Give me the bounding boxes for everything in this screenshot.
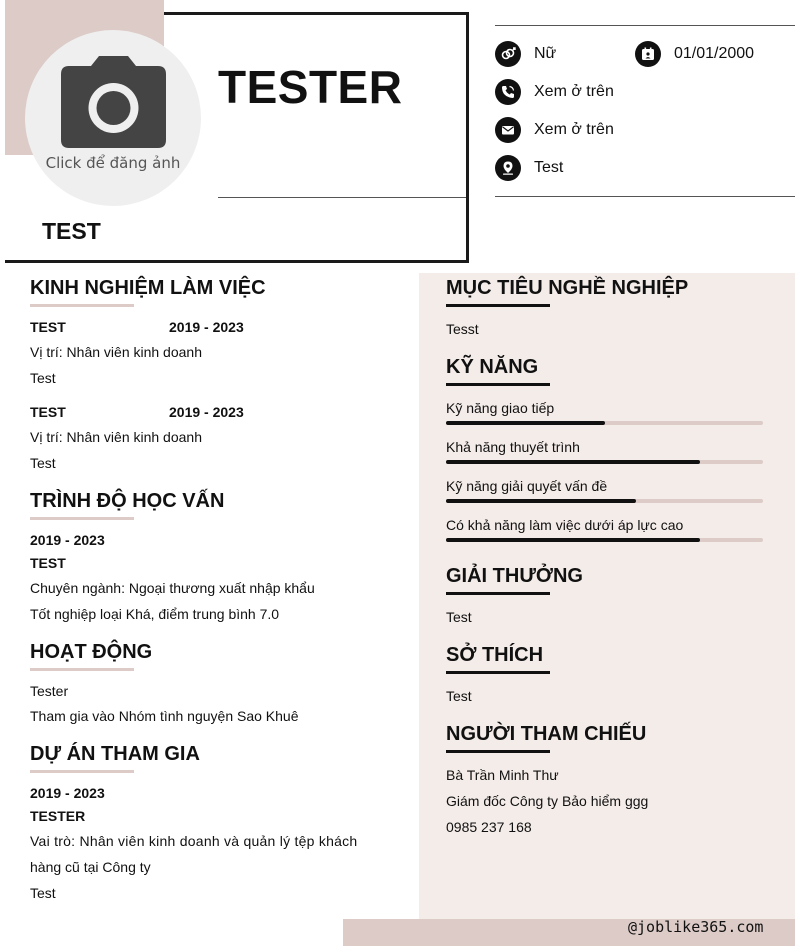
birthday-value: 01/01/2000 (674, 45, 755, 62)
objective-heading: MỤC TIÊU NGHỀ NGHIỆP (446, 277, 689, 299)
contact-divider-top (495, 25, 795, 26)
skill-bar-fill (446, 499, 636, 503)
skill-bar-track (446, 538, 763, 542)
job-title: TEST (42, 218, 101, 244)
awards-heading: GIẢI THƯỞNG (446, 565, 583, 587)
contact-divider-bottom (495, 196, 795, 197)
skill-name: Kỹ năng giải quyết vấn đề (446, 478, 608, 494)
experience-company: TEST (30, 319, 66, 335)
activities-heading: HOẠT ĐỘNG (30, 641, 153, 663)
experience-period: 2019 - 2023 (169, 404, 244, 420)
awards-text: Test (446, 609, 472, 625)
candidate-name: TESTER (218, 61, 403, 113)
name-divider (218, 197, 466, 198)
skills-heading: KỸ NĂNG (446, 356, 539, 378)
experience-heading: KINH NGHIỆM LÀM VIỆC (30, 277, 266, 299)
education-major: Chuyên ngành: Ngoại thương xuất nhập khẩu (30, 580, 315, 596)
email-icon (495, 117, 521, 143)
camera-icon (61, 56, 166, 148)
experience-period: 2019 - 2023 (169, 319, 244, 335)
phone-icon (495, 79, 521, 105)
skill-bar-fill (446, 538, 700, 542)
projects-period: 2019 - 2023 (30, 785, 105, 801)
contact-birthday (635, 41, 754, 67)
projects-role-line1: Vai trò: Nhân viên kinh doanh và quản lý tệp khách (30, 833, 358, 849)
references-heading: NGƯỜI THAM CHIẾU (446, 723, 647, 745)
references-underline (446, 750, 550, 753)
header-frame-right (466, 12, 469, 263)
reference-position: Giám đốc Công ty Bảo hiểm ggg (446, 793, 649, 809)
email-value: Xem ở trên (534, 121, 614, 138)
header-frame-top (164, 12, 469, 15)
address-value: Test (534, 159, 564, 176)
phone-value: Xem ở trên (534, 83, 614, 100)
projects-description: Test (30, 885, 56, 901)
education-underline (30, 517, 134, 520)
awards-underline (446, 592, 550, 595)
experience-company: TEST (30, 404, 66, 420)
activities-description: Tham gia vào Nhóm tình nguyện Sao Khuê (30, 708, 299, 724)
experience-description: Test (30, 370, 56, 386)
contact-email (495, 117, 614, 143)
skill-name: Có khả năng làm việc dưới áp lực cao (446, 517, 684, 533)
hobbies-text: Test (446, 688, 472, 704)
activities-underline (30, 668, 134, 671)
experience-underline (30, 304, 134, 307)
experience-description: Test (30, 455, 56, 471)
hobbies-heading: SỞ THÍCH (446, 644, 544, 666)
watermark: @joblike365.com (628, 918, 764, 936)
location-pin-icon (495, 155, 521, 181)
calendar-icon (635, 41, 661, 67)
gender-value: Nữ (534, 45, 557, 62)
contact-gender (495, 41, 556, 67)
reference-phone: 0985 237 168 (446, 819, 532, 835)
contact-phone (495, 79, 614, 105)
projects-name: TESTER (30, 808, 86, 824)
skill-bar-track (446, 499, 763, 503)
projects-underline (30, 770, 134, 773)
gender-icon (495, 41, 521, 67)
hobbies-underline (446, 671, 550, 674)
activities-role: Tester (30, 683, 69, 699)
objective-text: Tesst (446, 321, 479, 337)
skill-bar-fill (446, 421, 605, 425)
projects-heading: DỰ ÁN THAM GIA (30, 743, 200, 765)
education-period: 2019 - 2023 (30, 532, 105, 548)
objective-underline (446, 304, 550, 307)
skill-bar-track (446, 421, 763, 425)
header-frame-bottom (5, 260, 469, 263)
skill-name: Kỹ năng giao tiếp (446, 400, 555, 416)
skill-bar-track (446, 460, 763, 464)
experience-position: Vị trí: Nhân viên kinh doanh (30, 429, 202, 445)
projects-role-line2: hàng cũ tại Công ty (30, 859, 151, 875)
photo-upload-label[interactable]: Click để đăng ảnh (45, 154, 181, 172)
skills-underline (446, 383, 550, 386)
contact-address (495, 155, 563, 181)
experience-position: Vị trí: Nhân viên kinh doanh (30, 344, 202, 360)
education-school: TEST (30, 555, 66, 571)
skill-bar-fill (446, 460, 700, 464)
reference-name: Bà Trần Minh Thư (446, 767, 559, 783)
education-heading: TRÌNH ĐỘ HỌC VẤN (30, 490, 225, 512)
education-result: Tốt nghiệp loại Khá, điểm trung bình 7.0 (30, 606, 280, 622)
skill-name: Khả năng thuyết trình (446, 439, 580, 455)
